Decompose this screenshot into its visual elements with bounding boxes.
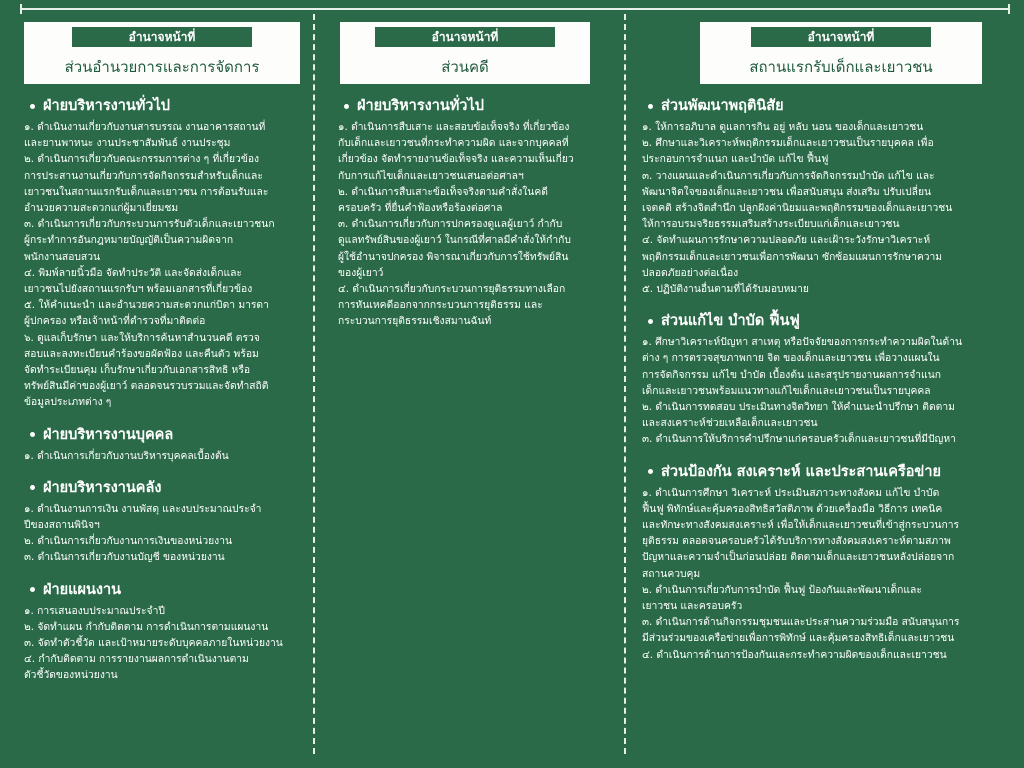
- duty-line: ผู้ปกครอง หรือเจ้าหน้าที่ตำรวจที่มาติดต่อ: [24, 315, 206, 328]
- duty-line: ๕. ให้คำแนะนำ และอำนวยความสะดวกแก่บิดา มารดา: [24, 299, 269, 312]
- section-heading-text: ส่วนป้องกัน สงเคราะห์ และประสานเครือข่าย: [661, 463, 941, 480]
- section: [642, 94, 1012, 297]
- top-rule: [20, 8, 1010, 10]
- column-2: [338, 22, 620, 330]
- duty-line: ปีของสถานพินิจฯ: [24, 519, 100, 532]
- duty-line: ๒. ดำเนินการสืบเสาะข้อเท็จจริงตามคำสั่งในคดี: [338, 185, 548, 198]
- duty-line: ๑. ดำเนินการศึกษา วิเคราะห์ ประเมินสภาวะทางสังคม แก้ไข บำบัด: [642, 486, 940, 499]
- duty-line: เยาวชนไปยังสถานแรกรับฯ พร้อมเอกสารที่เกี่ยวข้อง: [24, 283, 253, 296]
- section-heading: [24, 578, 300, 601]
- duty-line: ปัญหาและความจำเป็นก่อนปล่อย ติดตามเด็กและเยาวชนหลังปล่อยจาก: [642, 551, 955, 564]
- section: [642, 460, 1012, 663]
- duty-line: ครอบครัว ที่ยื่นคำฟ้องหรือร้องต่อศาล: [338, 202, 503, 215]
- duty-line: ๒. ดำเนินการเกี่ยวกับคณะกรรมการต่าง ๆ ที่เกี่ยวข้อง: [24, 153, 260, 166]
- duty-line: ๓. ดำเนินการเกี่ยวกับกระบวนการรับตัวเด็กและเยาวชนก: [24, 218, 275, 231]
- duty-line: ๑. ดำเนินงานการเงิน งานพัสดุ และงบประมาณประจำ: [24, 502, 262, 515]
- section-heading: [338, 94, 620, 117]
- bullet-icon: [648, 104, 653, 109]
- bullet-icon: [30, 485, 35, 490]
- duty-line: อำนวยความสะดวกแก่ผู้มาเยี่ยมชม: [24, 202, 179, 215]
- duty-line: ปลอดภัยอย่างต่อเนื่อง: [642, 266, 739, 279]
- duty-line: ๔. กำกับติดตาม การรายงานผลการดำเนินงานตาม: [24, 653, 249, 666]
- header-card: [340, 22, 590, 84]
- duty-line: ๔. ดำเนินการด้านการป้องกันและกระทำความผิดของเด็กและเยาวชน: [642, 648, 947, 661]
- duty-line: ยุติธรรม ตลอดจนครอบครัวได้รับบริการทางสังคมสงเคราะห์ตามสภาพ: [642, 535, 951, 548]
- duty-line: พนักงานสอบสวน: [24, 250, 101, 263]
- duty-line: สถานควบคุม: [642, 567, 701, 580]
- section-heading-text: ฝ่ายบริหารงานบุคคล: [43, 426, 174, 443]
- duty-line: พฤติกรรมเด็กและเยาวชนเพื่อการพัฒนา ซักซ้อมแผนการรักษาความ: [642, 250, 943, 263]
- section-heading-text: ส่วนแก้ไข บำบัด ฟื้นฟู: [661, 313, 800, 330]
- duty-line: ๓. ดำเนินการเกี่ยวกับการปกครองดูแลผู้เยาว์ กำกับ: [338, 218, 563, 231]
- duty-line: ๓. ดำเนินการด้านกิจกรรมชุมชนและประสานความร่วมมือ สนับสนุนการ: [642, 616, 960, 629]
- duty-line: ๑. ดำเนินการเกี่ยวกับงานบริหารบุคคลเบื้องต้น: [24, 449, 229, 462]
- duty-line: ๔. ดำเนินการเกี่ยวกับกระบวนการยุติธรรมทางเลือก: [338, 283, 566, 296]
- duty-line: เด็กและเยาวชนพร้อมแนวทางแก้ไขเด็กและเยาวชนเป็นรายบุคคล: [642, 384, 931, 397]
- duty-line: ฟื้นฟู พิทักษ์และคุ้มครองสิทธิสวัสดิภาพ ด้วยเครื่องมือ วิธีการ เทคนิค: [642, 502, 943, 515]
- duty-line: ๓. ดำเนินการเกี่ยวกับงานบัญชี ของหน่วยงาน: [24, 551, 225, 564]
- section: [338, 94, 620, 330]
- duty-line: การหันเหคดีออกจากกระบวนการยุติธรรม และ: [338, 299, 543, 312]
- duty-line: ๑. การเสนองบประมาณประจำปี: [24, 604, 165, 617]
- duty-line: ๑. ดำเนินการสืบเสาะ และสอบข้อเท็จจริง ที่เกี่ยวข้อง: [338, 121, 570, 133]
- duty-line: กระบวนการยุติธรรมเชิงสมานฉันท์: [338, 315, 492, 328]
- section-heading: [642, 309, 1012, 332]
- duty-line: ๖. ดูแลเก็บรักษา และให้บริการค้นหาสำนวนคดี ตรวจ: [24, 331, 260, 344]
- duty-line: ประกอบการจำแนก และบำบัด แก้ไข ฟื้นฟู: [642, 153, 829, 166]
- duty-line: ผู้กระทำการอันกฎหมายบัญญัติเป็นความผิดจาก: [24, 234, 234, 247]
- bullet-icon: [648, 469, 653, 474]
- section-heading: [24, 423, 300, 446]
- column-1: [24, 22, 300, 684]
- section: [642, 309, 1012, 447]
- section: [24, 423, 300, 464]
- duty-line: ๑. ศึกษาวิเคราะห์ปัญหา สาเหตุ หรือปัจจัยของการกระทำความผิดในด้าน: [642, 336, 963, 349]
- duty-line: ๒. ดำเนินการเกี่ยวกับการบำบัด ฟื้นฟู ป้องกันและพัฒนาเด็กและ: [642, 583, 922, 596]
- duty-line: ๔. พิมพ์ลายนิ้วมือ จัดทำประวัติ และจัดส่งเด็กและ: [24, 266, 242, 279]
- duty-line: มีส่วนร่วมของเครือข่ายเพื่อการพิทักษ์ และคุ้มครองสิทธิเด็กและเยาวชน: [642, 632, 955, 645]
- duty-line: ๓. ดำเนินการให้บริการคำปรึกษาแก่ครอบครัวเด็กและเยาวชนที่มีปัญหา: [642, 433, 956, 446]
- header-tab: อำนาจหน้าที่: [72, 27, 252, 47]
- duty-line: เจตคติ สร้างจิตสำนึก ปลูกฝังค่านิยมและพฤติกรรมของเด็กและเยาวชน: [642, 202, 953, 215]
- duty-line: การประสานงานเกี่ยวกับการจัดกิจกรรมสำหรับเด็กและ: [24, 169, 263, 182]
- duty-line: ๑. ดำเนินงานเกี่ยวกับงานสารบรรณ งานอาคารสถานที่: [24, 121, 266, 133]
- header-card: [24, 22, 300, 84]
- duty-line: ๕. ปฏิบัติงานอื่นตามที่ได้รับมอบหมาย: [642, 283, 809, 296]
- duty-line: ๒. จัดทำแผน กำกับติดตาม การดำเนินการตามแผนงาน: [24, 620, 269, 633]
- section-heading: [24, 476, 300, 499]
- duty-line: ข้อมูลประเภทต่าง ๆ: [24, 396, 112, 409]
- duty-line: ๑. ให้การอภิบาล ดูแลการกิน อยู่ หลับ นอน ของเด็กและเยาวชน: [642, 121, 924, 133]
- section-heading: [642, 460, 1012, 483]
- duty-line: สอบและลงทะเบียนคำร้องขอผัดฟ้อง และคืนตัว พร้อม: [24, 347, 259, 360]
- duty-line: การจัดกิจกรรม แก้ไข บำบัด เบื้องต้น และสรุปรายงานผลการจำแนก: [642, 368, 941, 381]
- duty-line: ๒. ดำเนินการเกี่ยวกับงานการเงินของหน่วยงาน: [24, 535, 233, 548]
- section: [24, 476, 300, 566]
- section-heading: [642, 94, 1012, 117]
- duty-line: ผู้ใช้อำนาจปกครอง พิจารณาเกี่ยวกับการใช้ทรัพย์สิน: [338, 250, 569, 263]
- header-card: [700, 22, 982, 84]
- header-title: ส่วนอำนวยการและการจัดการ: [64, 58, 260, 76]
- duty-line: ตัวชี้วัดของหน่วยงาน: [24, 669, 118, 682]
- bullet-icon: [30, 432, 35, 437]
- column-divider-2: [624, 14, 626, 754]
- bullet-icon: [648, 319, 653, 324]
- header-tab: อำนาจหน้าที่: [751, 27, 931, 47]
- duty-line: เกี่ยวข้อง จัดทำรายงานข้อเท็จจริง และความเห็นเกี่ยว: [338, 153, 574, 166]
- section-heading-text: ฝ่ายบริหารงานคลัง: [43, 479, 162, 496]
- bullet-icon: [30, 104, 35, 109]
- section-heading: [24, 94, 300, 117]
- duty-line: ๓. จัดทำตัวชี้วัด และเป้าหมายระดับบุคคลภายในหน่วยงาน: [24, 637, 283, 650]
- header-title: ส่วนคดี: [441, 58, 489, 76]
- duty-line: จัดทำระเบียนคุม เก็บรักษาเกี่ยวกับเอกสารสิทธิ หรือ: [24, 364, 251, 377]
- duty-line: ๓. วางแผนและดำเนินการเกี่ยวกับการจัดกิจกรรมบำบัด แก้ไข และ: [642, 169, 935, 182]
- duty-line: กับการแก้ไขเด็กและเยาวชนเสนอต่อศาลฯ: [338, 169, 524, 182]
- duty-line: และยานพาหนะ งานประชาสัมพันธ์ งานประชุม: [24, 137, 231, 150]
- duty-line: ของผู้เยาว์: [338, 266, 384, 279]
- duty-line: ๒. ศึกษาและวิเคราะห์พฤติกรรมเด็กและเยาวชนเป็นรายบุคคล เพื่อ: [642, 137, 934, 150]
- duty-line: ดูแลทรัพย์สินของผู้เยาว์ ในกรณีที่ศาลมีคำสั่งให้กำกับ: [338, 234, 571, 247]
- bullet-icon: [30, 587, 35, 592]
- section: [24, 578, 300, 684]
- duty-line: พัฒนาจิตใจของเด็กและเยาวชน เพื่อสนับสนุน ส่งเสริม ปรับเปลี่ยน: [642, 185, 932, 198]
- header-title: สถานแรกรับเด็กและเยาวชน: [749, 58, 933, 76]
- duty-line: ทรัพย์สินมีค่าของผู้เยาว์ ตลอดจนรวบรวมและจัดทำสถิติ: [24, 380, 269, 393]
- duty-line: ต่าง ๆ การตรวจสุขภาพกาย จิต ของเด็กและเยาวชน เพื่อวางแผนใน: [642, 352, 940, 365]
- duty-line: เยาวชนในสถานแรกรับเด็กและเยาวชน การต้อนรับและ: [24, 185, 269, 198]
- duty-line: ให้การอบรมจริยธรรมเสริมสร้างระเบียบแก่เด็กและเยาวชน: [642, 218, 900, 231]
- section-heading-text: ส่วนพัฒนาพฤตินิสัย: [661, 98, 784, 114]
- duty-line: และทักษะทางสังคมสงเคราะห์ เพื่อให้เด็กและเยาวชนที่เข้าสู่กระบวนการ: [642, 519, 960, 532]
- duty-line: เยาวชน และครอบครัว: [642, 600, 743, 613]
- section-heading-text: ฝ่ายแผนงาน: [43, 581, 122, 598]
- header-tab: อำนาจหน้าที่: [375, 27, 555, 47]
- duty-line: ๔. จัดทำแผนการรักษาความปลอดภัย และเฝ้าระวังรักษาวิเคราะห์: [642, 234, 931, 247]
- section-heading-text: ฝ่ายบริหารงานทั่วไป: [43, 98, 170, 114]
- duty-line: กับเด็กและเยาวชนที่กระทำความผิด และจากบุคคลที่: [338, 137, 569, 150]
- duty-line: และสงเคราะห์ช่วยเหลือเด็กและเยาวชน: [642, 417, 818, 430]
- column-divider-1: [313, 14, 315, 754]
- column-3: [642, 22, 1012, 663]
- section-heading-text: ฝ่ายบริหารงานทั่วไป: [357, 98, 484, 114]
- bullet-icon: [344, 104, 349, 109]
- section: [24, 94, 300, 411]
- duty-line: ๒. ดำเนินการทดสอบ ประเมินทางจิตวิทยา ให้คำแนะนำปรึกษา ติดตาม: [642, 401, 955, 414]
